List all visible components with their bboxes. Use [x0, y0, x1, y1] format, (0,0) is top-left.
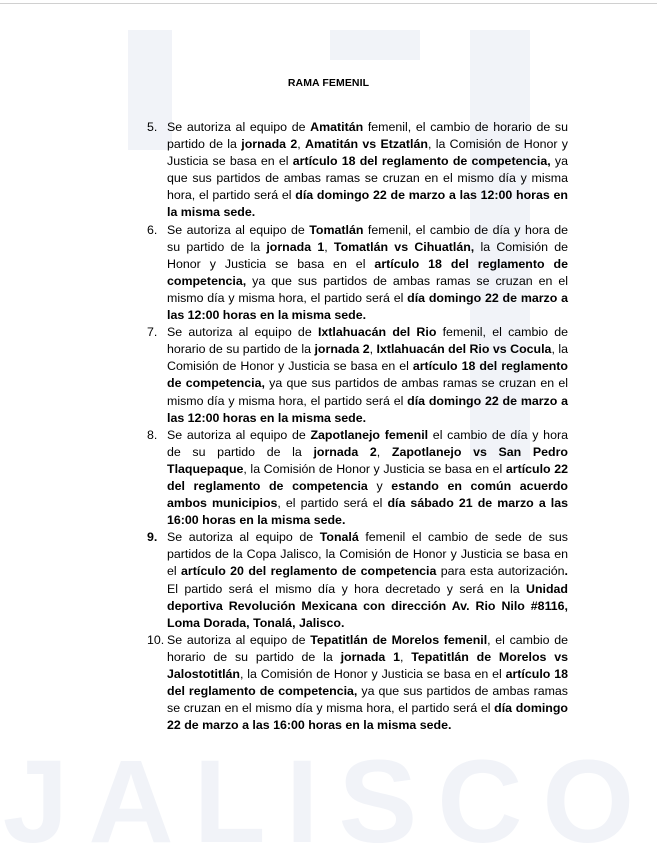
text-segment: femenil, el cambio de horario de su partido de la — [167, 120, 568, 152]
list-item — [147, 632, 568, 735]
text-segment: ya que sus partidos de ambas ramas se cruzan en el mismo día y misma hora, el partido será el — [167, 154, 569, 203]
item-number: 6. — [147, 222, 158, 237]
text-segment: ya que sus partidos de ambas ramas se cruzan en el mismo día y misma hora, el partido será el — [167, 273, 568, 305]
item-text — [167, 324, 568, 427]
bold-text: Tepatitlán de Morelos vs Jalostotitlán — [167, 649, 569, 681]
list-item — [147, 529, 568, 632]
text-segment: , — [400, 649, 412, 664]
bold-text: artículo 22 del reglamento de competencia — [167, 461, 568, 493]
bold-text: jornada 2 — [313, 444, 377, 459]
item-text — [167, 529, 568, 632]
text-segment: Se autoriza al equipo de — [167, 120, 311, 134]
section-title: RAMA FEMENIL — [287, 77, 370, 89]
list-item — [147, 427, 568, 530]
list-item — [147, 222, 568, 325]
bold-text: Amatitán — [310, 120, 364, 134]
bold-text: Amatitán vs Etzatlán — [305, 137, 428, 152]
bold-text: jornada 2 — [241, 137, 298, 152]
text-segment: , la Comisión de Honor y Justicia se basa en el — [167, 137, 569, 169]
bold-text: Ixtlahuacán del Rio — [317, 325, 437, 340]
text-segment: , la Comisión de Honor y Justicia se basa en el — [167, 342, 568, 374]
text-segment: El partido será el mismo día y hora decretado y será en la — [167, 581, 526, 596]
text-segment: el cambio de día y hora de su partido de la — [167, 427, 568, 459]
list-item — [147, 324, 568, 427]
item-text — [167, 427, 568, 530]
bold-text: jornada 2 — [314, 342, 370, 357]
item-number: 9. — [147, 530, 158, 545]
bold-text: Zapotlanejo femenil — [310, 427, 429, 442]
bold-text: Tepatitlán de Morelos femenil — [310, 632, 488, 647]
bold-text: Tonalá — [319, 530, 359, 545]
bold-text: día domingo 22 de marzo a las 12:00 horas en la misma sede. — [167, 188, 568, 220]
text-segment: femenil, el cambio de horario de su partido de la — [167, 325, 569, 357]
text-segment: Se autoriza al equipo de — [167, 530, 320, 545]
page-top-border — [0, 3, 657, 4]
bold-text: día domingo 22 de marzo a las 16:00 horas en la misma sede. — [167, 701, 569, 733]
bold-text: artículo 18 del reglamento de competencia, — [167, 256, 568, 288]
text-segment: , la Comisión de Honor y Justicia se basa en el — [243, 461, 506, 476]
list-item — [147, 119, 568, 222]
bold-text: estando en común acuerdo ambos municipios — [167, 478, 568, 511]
bold-text: Tomatlán — [309, 222, 364, 237]
text-segment: para esta autorización — [436, 564, 565, 579]
text-segment: Se autoriza al equipo de — [167, 325, 318, 340]
item-number: 7. — [147, 325, 158, 340]
text-segment: Se autoriza al equipo de — [167, 632, 311, 647]
text-segment: , — [297, 137, 306, 152]
bold-text: Ixtlahuacán del Rio vs Cocula — [376, 342, 552, 357]
bold-text: artículo 20 del reglamento de competencia — [181, 564, 437, 579]
bold-text: artículo 18 del reglamento de competencia, — [167, 667, 568, 699]
item-text — [167, 222, 568, 325]
text-segment: , — [369, 342, 377, 357]
bold-text: artículo 18 del reglamento de competencia, — [292, 154, 551, 169]
watermark-bar-bottom — [330, 30, 420, 60]
bold-text: Unidad deportiva Revolución Mexicana con dirección Av. Rio Nilo #8116, Loma Dorada, Tonalá, Jalisco. — [167, 581, 568, 630]
bold-text: día sábado 21 de marzo a las 16:00 horas en la misma sede. — [167, 496, 568, 528]
text-segment: ya que sus partidos de ambas ramas se cruzan en el mismo día y misma hora, el partido será el — [167, 684, 569, 716]
bold-text: día domingo 22 de marzo a las 12:00 horas en la misma sede. — [167, 290, 569, 323]
bold-text: jornada 1 — [340, 649, 401, 664]
bold-text: jornada 1 — [266, 239, 325, 254]
numbered-list — [147, 119, 568, 734]
text-segment: y — [367, 478, 392, 493]
text-segment: femenil el cambio de sede de sus partidos de la Copa Jalisco, la Comisión de Honor y Justicia se basa en el — [167, 530, 568, 579]
item-text — [167, 632, 568, 735]
bold-text: Tomatlán vs Cihuatlán, — [333, 239, 475, 254]
item-number: 10. — [147, 632, 165, 647]
item-text — [167, 119, 568, 222]
item-number: 8. — [147, 427, 158, 442]
text-segment: femenil, el cambio de día y hora de su partido de la — [167, 222, 568, 254]
text-segment: , el partido será el — [277, 496, 388, 511]
bold-text: . — [564, 564, 568, 579]
watermark-text: JALISCO — [2, 736, 655, 868]
text-segment: , la Comisión de Honor y Justicia se basa en el — [239, 667, 506, 681]
text-segment: Se autoriza al equipo de — [167, 427, 311, 442]
item-number: 5. — [147, 120, 158, 134]
text-segment: ya que sus partidos de ambas ramas se cruzan en el mismo día y misma hora, el partido será el — [167, 376, 569, 408]
text-segment: , — [376, 444, 392, 459]
bold-text: Zapotlanejo vs San Pedro Tlaquepaque — [167, 444, 569, 476]
bold-text: artículo 18 del reglamento de competencia, — [167, 359, 568, 391]
bold-text: día domingo 22 de marzo a las 12:00 horas en la misma sede. — [167, 393, 569, 425]
text-segment: la Comisión de Honor y Justicia se basa en el — [167, 239, 568, 271]
text-segment: Se autoriza al equipo de — [167, 222, 310, 237]
text-segment: , el cambio de horario de su partido de la — [167, 632, 568, 664]
text-segment: , — [324, 239, 334, 254]
